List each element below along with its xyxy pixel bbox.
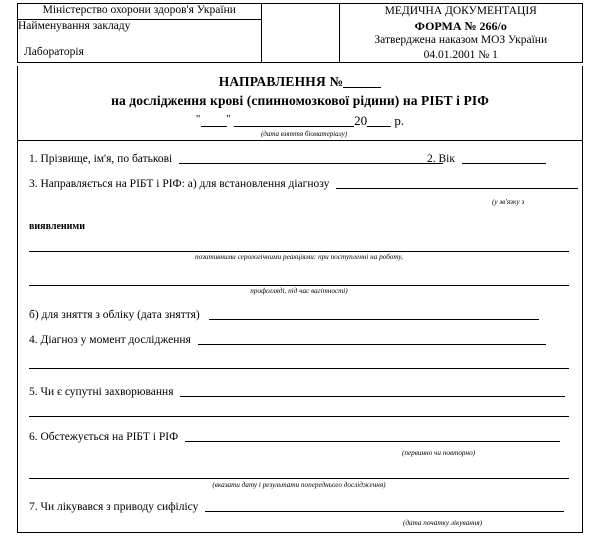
field-2-input-line[interactable] — [462, 152, 546, 164]
laboratory-label: Лабораторія — [24, 46, 84, 59]
field-4-line-2[interactable] — [29, 368, 569, 369]
field-1-label: 1. Прізвище, ім'я, по батькові — [29, 153, 173, 165]
field-6-line-2[interactable] — [29, 478, 569, 479]
field-5-line-2[interactable] — [29, 416, 569, 417]
title-block — [17, 68, 583, 140]
field-7-label: 7. Чи лікувався з приводу сифілісу — [29, 501, 199, 513]
field-7-input-line[interactable] — [205, 500, 564, 512]
referral-title-text: НАПРАВЛЕННЯ № — [218, 74, 344, 89]
field-3-caption-b: позитивними серологічними реакціями: при поступленні на роботу, — [195, 253, 403, 261]
institution-name-label: Найменування закладу — [18, 20, 131, 33]
year-suffix-label: р. — [394, 113, 405, 128]
date-month-blank[interactable] — [234, 126, 354, 127]
header-table — [17, 3, 583, 63]
field-3-caption-a: (у зв'язку з — [492, 198, 525, 206]
ministry-cell: Міністерство охорони здоров'я України — [18, 4, 262, 20]
field-3-line-3[interactable] — [29, 285, 569, 286]
document-identification-cell — [339, 4, 583, 63]
form-number-label: ФОРМА № 266/о — [414, 18, 507, 33]
field-6-row — [29, 430, 560, 444]
field-6-caption-a: (первинно чи повторно) — [402, 449, 476, 457]
field-5-row — [29, 385, 565, 399]
field-3-caption-c: профогляді, під час вагітності) — [250, 287, 348, 295]
field-2-label: 2. Вік — [427, 153, 455, 165]
institution-cell[interactable] — [18, 20, 262, 63]
field-1-input-line[interactable] — [179, 152, 443, 164]
referral-title — [17, 74, 583, 90]
field-4-row — [29, 333, 546, 347]
field-1-row — [29, 152, 443, 166]
referral-date-row — [17, 113, 583, 138]
field-5-input-line[interactable] — [180, 385, 565, 397]
title-divider-rule — [17, 140, 583, 141]
field-4-input-line[interactable] — [198, 333, 546, 345]
quote-open: " — [195, 113, 201, 125]
field-6-caption-b: (вказати дату і результати попереднього дослідження) — [212, 481, 386, 489]
header-table-row-1 — [18, 4, 583, 20]
date-year-blank[interactable] — [367, 126, 391, 127]
referral-subtitle: на дослідження крові (спинномозкової рідини) на РІБТ і РІФ — [111, 93, 489, 108]
field-3b-label: б) для зняття з обліку (дата зняття) — [29, 309, 200, 321]
approval-date-label: 04.01.2001 № 1 — [423, 48, 498, 61]
field-7-caption: (дата початку лікування) — [403, 519, 483, 527]
header-spacer-cell — [261, 4, 339, 63]
year-prefix-label: 20 — [354, 113, 368, 128]
field-2-row — [427, 152, 546, 166]
doc-type-label: МЕДИЧНА ДОКУМЕНТАЦІЯ — [384, 5, 537, 17]
field-3b-row — [29, 308, 539, 322]
field-7-row — [29, 500, 564, 514]
field-4-label: 4. Діагноз у момент дослідження — [29, 334, 191, 346]
field-3-label: 3. Направляється на РІБТ і РІФ: а) для встановлення діагнозу — [29, 178, 330, 190]
field-3-row — [29, 177, 578, 191]
field-6-label: 6. Обстежується на РІБТ і РІФ — [29, 431, 179, 443]
field-5-label: 5. Чи є супутні захворювання — [29, 386, 174, 398]
field-6-input-line[interactable] — [185, 430, 560, 442]
referral-number-blank[interactable] — [343, 87, 381, 88]
field-3-input-line[interactable] — [336, 177, 578, 189]
approved-by-label: Затверджена наказом МОЗ України — [374, 34, 548, 46]
date-day-blank[interactable] — [200, 126, 226, 127]
field-3-line-2[interactable] — [29, 251, 569, 252]
quote-close: " — [226, 113, 231, 125]
date-caption: (дата взяття біоматеріалу) — [260, 130, 348, 138]
date-entry-line — [196, 113, 404, 129]
field-3-continuation-word: виявленими — [29, 221, 85, 232]
field-3b-input-line[interactable] — [209, 308, 539, 320]
